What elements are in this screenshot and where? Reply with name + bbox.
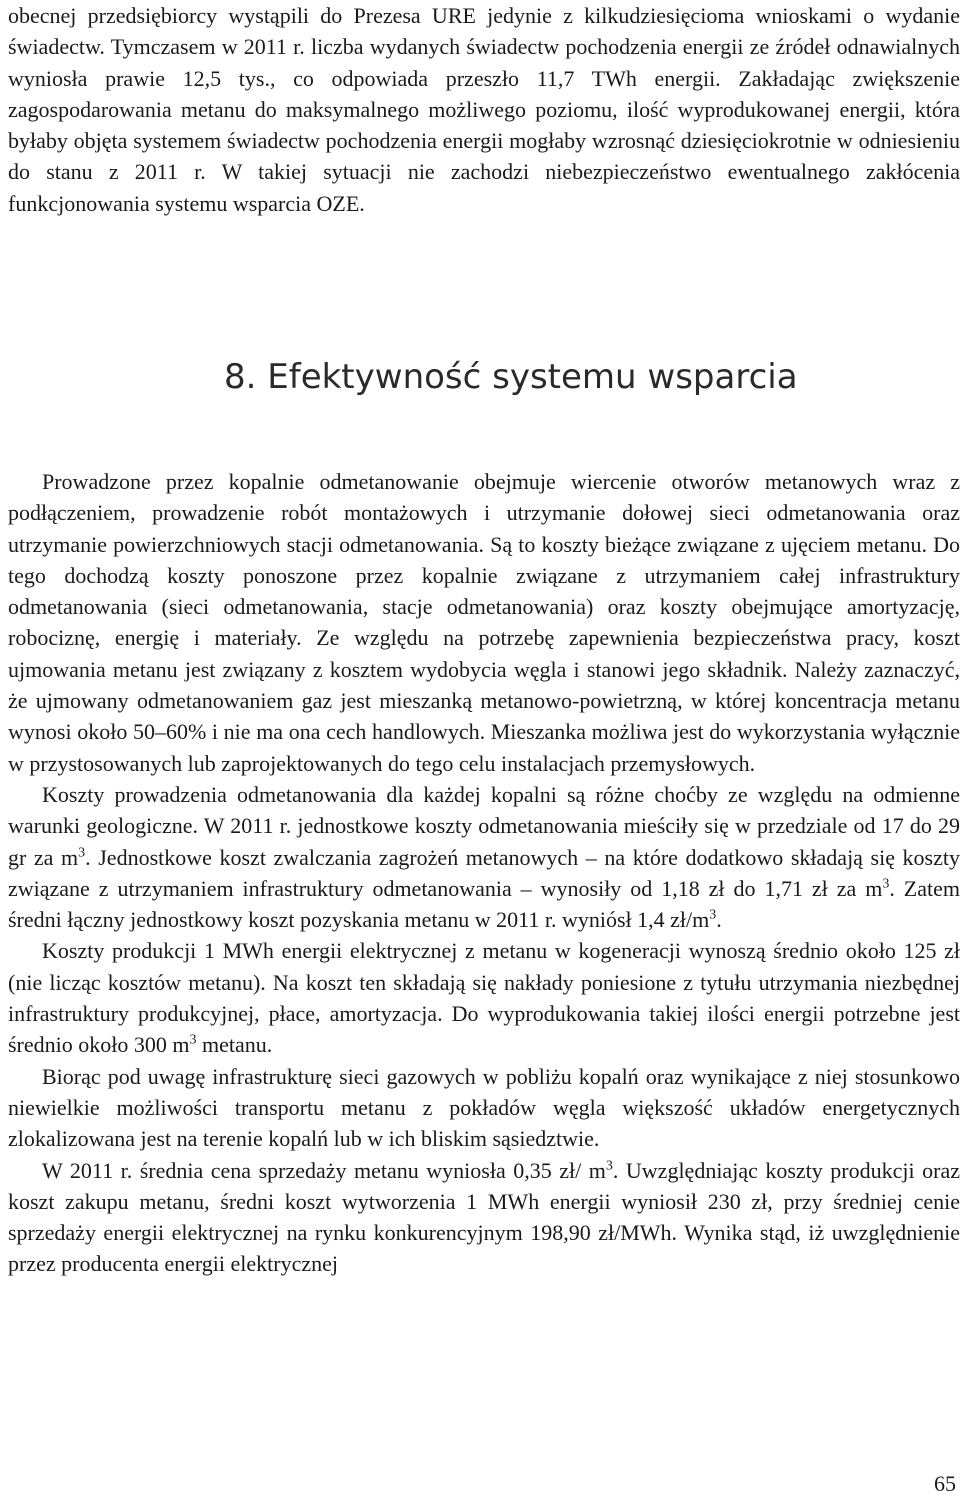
text-run: metanu. bbox=[196, 1032, 273, 1058]
text-run: W 2011 r. średnia cena sprzedaży metanu wyniosła 0,35 zł/ m bbox=[42, 1157, 606, 1183]
superscript: 3 bbox=[605, 1158, 613, 1174]
text-run: . Uwzględniając koszty produkcji oraz koszt zakupu metanu, średni koszt wytworzenia 1 MWh energii wyniosił 230 zł, przy średniej cenie sprzedaży energii elektrycznej na rynku konkurencyjnym 198,90 zł/MWh. Wynika stąd, iż uwzględnienie przez producenta energii elektrycznej bbox=[8, 1157, 960, 1277]
text-run: . Zatem średni łączny jednostkowy koszt pozyskania metanu w 2011 r. wyniósł 1,4 zł/m bbox=[8, 875, 960, 933]
text-run: . Jednostkowe koszt zwalczania zagrożeń metanowych – na które dodatkowo składają się koszty związane z utrzymaniem infrastruktury odmetanowania – wynosiły od 1,18 zł do 1,71 zł za m bbox=[8, 844, 960, 901]
superscript: 3 bbox=[709, 907, 717, 923]
continuation-paragraph: obecnej przedsiębiorcy wystąpili do Prezesa URE jedynie z kilkudziesięcioma wnioskami o wydanie świadectw. Tymczasem w 2011 r. liczba wydanych świadectw pochodzenia energii ze źródeł odnawialnych wyniosła prawie 12,5 tys., co odpowiada przeszło 11,7 TWh energii. Zakładając zwiększenie zagospodarowania metanu do maksymalnego możliwego poziomu, ilość wyprodukowanej energii, która byłaby objęta systemem świadectw pochodzenia energii mogłaby wzrosnąć dziesięciokrotnie w odniesieniu do stanu z 2011 r. W takiej sytuacji nie zachodzi niebezpieczeństwo ewentualnego zakłócenia funkcjonowania systemu wsparcia OZE. bbox=[8, 3, 960, 216]
text-run: Koszty produkcji 1 MWh energii elektrycznej z metanu w kogeneracji wynoszą średnio około 125 zł (nie licząc kosztów metanu). Na koszt ten składają się nakłady poniesione z tytułu utrzymania niezbędnej infrastruktury produkcyjnej, płace, amortyzacja. Do wyprodukowania takiej ilości energii potrzebne jest średnio około 300 m bbox=[8, 938, 960, 1058]
document-page bbox=[8, 0, 960, 1506]
text-run: Koszty prowadzenia odmetanowania dla każdej kopalni są różne choćby ze względu na odmienne warunki geologiczne. W 2011 r. jednostkowe koszty odmetanowania mieściły się w przedziale od 17 do 29 gr za m bbox=[8, 781, 960, 870]
section-body bbox=[8, 466, 960, 1280]
paragraph-koszty-odmetanowania bbox=[8, 779, 960, 935]
paragraph-infrastruktura: Biorąc pod uwagę infrastrukturę sieci gazowych w pobliżu kopalń oraz wynikające z niej stosunkowo niewielkie możliwości transportu metanu z pokładów węgla większość układów energetycznych zlokalizowana jest na terenie kopalń lub w ich bliskim sąsiedztwie. bbox=[8, 1063, 960, 1152]
section-heading: 8. Efektywność systemu wsparcia bbox=[224, 357, 798, 397]
page-number: 65 bbox=[934, 1471, 956, 1496]
superscript: 3 bbox=[78, 845, 86, 861]
text-run: . bbox=[716, 907, 722, 933]
paragraph-odmetanowanie: Prowadzone przez kopalnie odmetanowanie obejmuje wiercenie otworów metanowych wraz z podłączeniem, prowadzenie robót montażowych i utrzymanie dołowej sieci odmetanowania oraz utrzymanie powierzchniowych stacji odmetanowania. Są to koszty bieżące związane z ujęciem metanu. Do tego dochodzą koszty ponoszone przez kopalnie związane z utrzymaniem całej infrastruktury odmetanowania (sieci odmetanowania, stacje odmetanowania) oraz koszty obejmujące amortyzację, robociznę, energię i materiały. Ze względu na potrzebę zapewnienia bezpieczeństwa pracy, koszt ujmowania metanu jest związany z kosztem wydobycia węgla i stanowi jego składnik. Należy zaznaczyć, że ujmowany odmetanowaniem gaz jest mieszanką metanowo-powietrzną, w której koncentracja metanu wynosi około 50–60% i nie ma ona cech handlowych. Mieszanka możliwa jest do wykorzystania wyłącznie w przystosowanych lub zaprojektowanych do tego celu instalacjach przemysłowych. bbox=[8, 469, 960, 776]
superscript: 3 bbox=[882, 876, 890, 892]
paragraph-koszty-produkcji bbox=[8, 935, 960, 1060]
superscript: 3 bbox=[189, 1033, 197, 1049]
top-text-block bbox=[8, 0, 960, 219]
paragraph-cena-sprzedazy bbox=[8, 1155, 960, 1280]
